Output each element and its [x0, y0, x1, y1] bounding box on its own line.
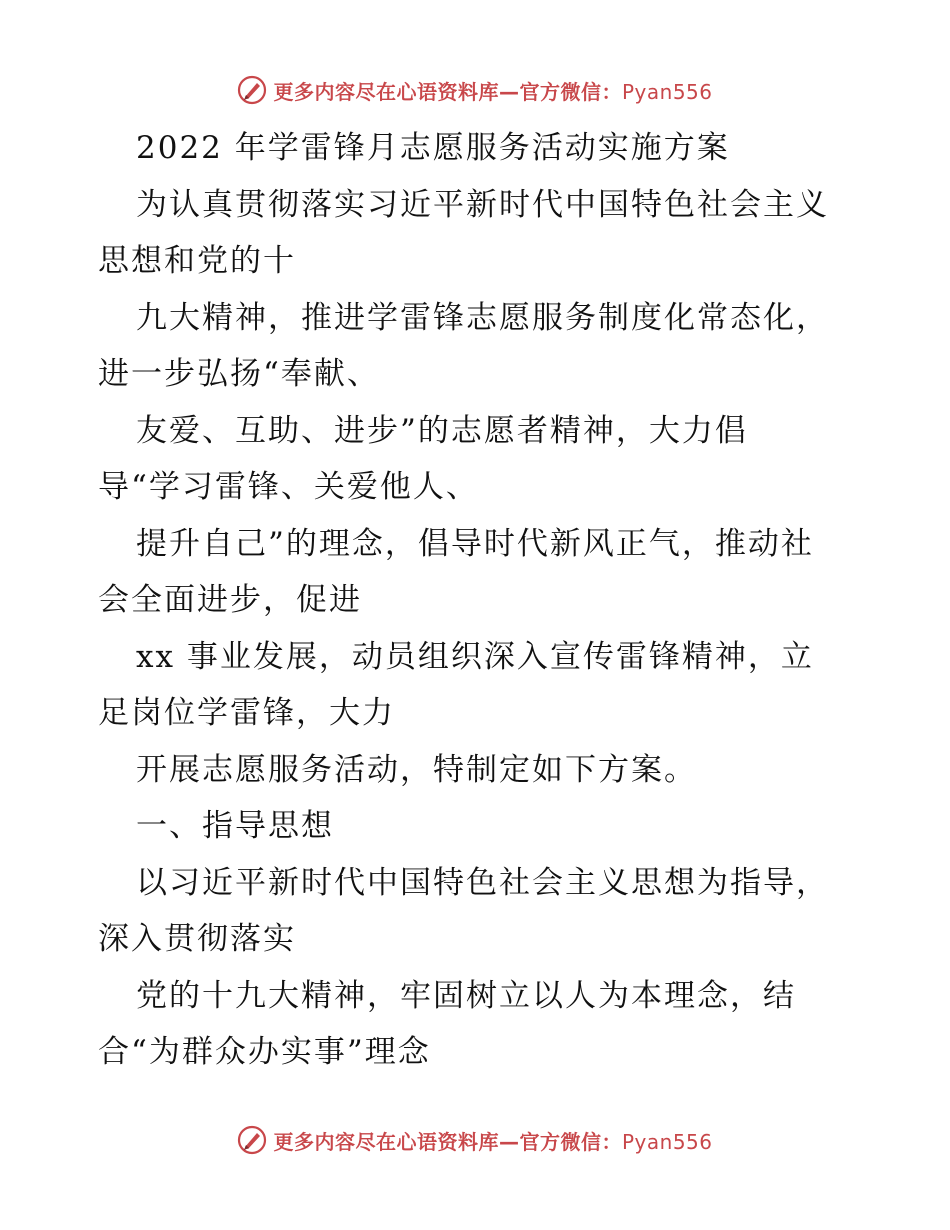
pen-logo-icon [237, 75, 267, 105]
document-title: 2022 年学雷锋月志愿服务活动实施方案 [136, 130, 730, 166]
text-line: 友爱、互助、进步”的志愿者精神，大力倡 [136, 412, 748, 449]
footer-watermark-banner [0, 1120, 950, 1160]
text-line: 以习近平新时代中国特色社会主义思想为指导， [136, 864, 829, 901]
text-line: 九大精神，推进学雷锋志愿服务制度化常态化， [136, 299, 829, 336]
text-line: 思想和党的十 [98, 243, 296, 279]
text-line: 会全面进步，促进 [98, 582, 362, 618]
header-watermark-text: 更多内容尽在心语资料库—官方微信：Pyan556 [273, 79, 713, 104]
text-line: 合“为群众办实事”理念 [98, 1034, 431, 1070]
text-line: 深入贯彻落实 [98, 921, 296, 957]
section-heading: 一、指导思想 [136, 808, 334, 844]
text-line: 进一步弘扬“奉献、 [98, 356, 380, 392]
text-line: 足岗位学雷锋，大力 [98, 695, 395, 731]
text-line: 党的十九大精神，牢固树立以人为本理念，结 [136, 977, 796, 1014]
pen-logo-icon [237, 1125, 267, 1155]
text-line: 为认真贯彻落实习近平新时代中国特色社会主义 [136, 186, 829, 223]
text-line: 提升自己”的理念，倡导时代新风正气，推动社 [136, 525, 814, 562]
text-line: 开展志愿服务活动，特制定如下方案。 [136, 751, 697, 788]
footer-watermark-text: 更多内容尽在心语资料库—官方微信：Pyan556 [273, 1129, 713, 1154]
text-line: xx 事业发展，动员组织深入宣传雷锋精神，立 [136, 638, 814, 675]
text-line: 导“学习雷锋、关爱他人、 [98, 469, 479, 505]
document-body [98, 120, 858, 1081]
header-watermark-banner [0, 70, 950, 110]
